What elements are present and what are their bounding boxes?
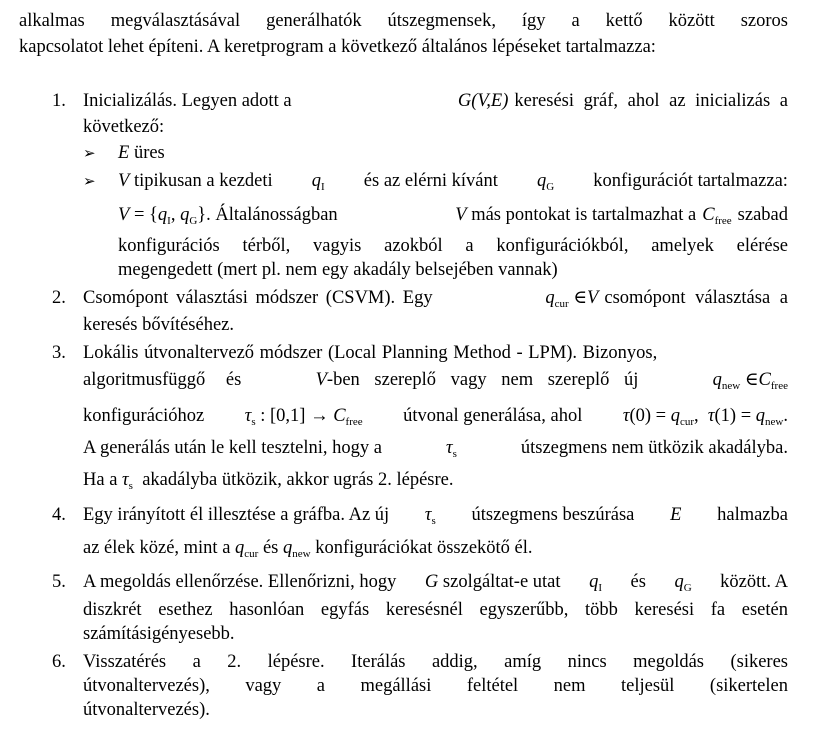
text-span: más pontokat is tartalmazhat a <box>471 205 697 225</box>
text-span: és <box>262 538 279 558</box>
text-span: τ <box>707 406 715 426</box>
intro-line-1: alkalmas megválasztásával generálhatók útszegmensek, így a kettő között szoros <box>19 11 788 31</box>
math-symbol: G <box>424 572 439 592</box>
math-symbol: E <box>670 505 682 525</box>
math-symbol: ∈ <box>573 288 588 308</box>
math-symbol: q <box>712 370 722 390</box>
text-span <box>425 503 436 527</box>
math-symbol: ∈ <box>744 370 759 390</box>
step-5-line-1 <box>83 570 788 594</box>
step-2-line-2: keresés bővítéséhez. <box>83 315 235 335</box>
math-symbol: V <box>118 171 130 191</box>
math-symbol: q <box>235 538 245 558</box>
step-3-line-4 <box>83 436 788 460</box>
math-symbol: q <box>157 205 168 225</box>
math-subscript: cur <box>554 298 569 310</box>
math-subscript: cur <box>244 548 259 560</box>
text-span <box>702 203 731 227</box>
math-subscript: G <box>683 582 692 594</box>
text-span: üres <box>133 143 165 163</box>
math-symbol: q <box>545 288 555 308</box>
math-subscript: s <box>452 448 457 460</box>
text-span <box>446 436 457 460</box>
step-number: 1. <box>52 91 66 111</box>
bullet-2-line-3: konfigurációs térből, vagyis azokból a konfigurációkból, amelyek elérése <box>118 236 788 256</box>
text-span <box>537 169 554 193</box>
text-span: $\tau(0) = q_{cur}$, $\tau(1) = q_{new}$. <box>622 406 788 428</box>
text-span <box>455 203 696 227</box>
text-span: konfigurációt tartalmazza: <box>593 171 788 191</box>
text-span: útszegmens nem ütközik akadályba. <box>520 438 788 458</box>
text-span: . Általánosságban <box>206 205 338 225</box>
text-span: -ben szereplő vagy nem szereplő új <box>326 370 639 390</box>
text-span: útvonal generálása, ahol <box>403 406 583 426</box>
text-span: és az elérni kívánt <box>363 171 498 191</box>
text-span: akadályba ütközik, akkor ugrás 2. lépésre. <box>142 470 454 490</box>
text-span: között. A <box>720 572 788 592</box>
text-span: szolgáltat-e utat <box>442 572 561 592</box>
text-span <box>316 368 639 392</box>
text-span: halmazba <box>717 505 788 525</box>
text-span: konfigurációkat összekötő él. <box>315 538 533 558</box>
text-span <box>312 169 325 193</box>
math-symbol: V <box>455 205 467 225</box>
math-subscript: I <box>598 582 602 594</box>
text-span <box>425 570 561 594</box>
math-symbol: C <box>702 205 715 225</box>
math-symbol: C <box>333 406 346 426</box>
step-5-line-3: számításigényesebb. <box>83 624 235 644</box>
step-3-line-3 <box>83 404 788 428</box>
text-span: Egy irányított él illesztése a gráfba. Az új <box>83 505 390 525</box>
math-subscript: I <box>321 181 325 193</box>
bullet-1 <box>118 141 165 165</box>
text-span: A generálás után le kell tesztelni, hogy a <box>83 438 382 458</box>
step-6-line-3: útvonaltervezés). <box>83 700 210 720</box>
math-symbol: q <box>536 171 547 191</box>
text-span: q <box>755 406 766 426</box>
math-subscript: s <box>431 515 436 527</box>
text-span: V <box>118 205 130 225</box>
math-subscript: G <box>189 215 198 227</box>
text-span: keresési gráf, ahol az inicializás a <box>514 91 788 111</box>
step-number: 2. <box>52 288 66 308</box>
math-subscript: new <box>765 416 784 428</box>
intro-line-2: kapcsolatot lehet építeni. A keretprogram a következő általános lépéseket tartalmazza: <box>19 37 656 57</box>
step-5-line-2: diszkrét esethez hasonlóan egyfás keresésnél egyszerűbb, több keresési fa esetén <box>83 600 788 620</box>
text-span: konfigurációhoz <box>83 406 205 426</box>
math-subscript: I <box>167 215 171 227</box>
text-span <box>292 89 446 113</box>
text-span <box>545 286 598 310</box>
math-symbol: τ <box>424 505 432 525</box>
math-subscript: free <box>345 416 363 428</box>
text-span: $\tau_s$ : $[0,1] \to C_{free}$ <box>244 406 363 428</box>
step-2-line-1 <box>83 286 788 310</box>
text-span: tipikusan a kezdeti <box>133 171 273 191</box>
math-symbol: q <box>311 171 322 191</box>
step-number: 4. <box>52 505 66 525</box>
text-span: szabad <box>737 205 788 225</box>
math-subscript: free <box>714 215 732 227</box>
math-symbol: τ <box>445 438 453 458</box>
math-symbol: q <box>180 205 190 225</box>
step-number: 3. <box>52 343 66 363</box>
math-subscript: cur <box>679 416 695 428</box>
text-span: útszegmens beszúrása <box>471 505 635 525</box>
arrow-bullet-icon: ➢ <box>83 172 96 190</box>
math-symbol: q <box>674 572 684 592</box>
step-6-line-2: útvonaltervezés), vagy a megállási feltétel nem teljesül (sikertelen <box>83 676 788 696</box>
math-symbol: → <box>310 406 329 426</box>
math-symbol: C <box>758 370 771 390</box>
step-1-line-2: következő: <box>83 117 165 137</box>
text-span <box>713 368 788 392</box>
step-3-line-1: Lokális útvonaltervező módszer (Local Planning Method - LPM). Bizonyos, <box>83 343 658 363</box>
math-subscript: G <box>546 181 555 193</box>
step-4-line-2 <box>83 536 533 560</box>
text-span: Inicializálás. Legyen adott a <box>83 91 292 111</box>
math-subscript: new <box>721 380 741 392</box>
step-1-line-1 <box>83 89 788 113</box>
text-span: A megoldás ellenőrzése. Ellenőrizni, hogy <box>83 572 397 592</box>
text-span: $V = \{q_I$, $q_G$}. Általánosságban <box>118 205 338 227</box>
math-subscript: s <box>251 416 256 428</box>
text-span: Csomópont választási módszer (CSVM). Egy <box>83 288 433 308</box>
step-3-line-5 <box>83 468 454 492</box>
math-subscript: new <box>292 548 311 560</box>
text-span <box>118 169 273 193</box>
step-3-line-2 <box>83 368 788 392</box>
math-subscript: free <box>770 380 788 392</box>
math-symbol: V <box>587 288 599 308</box>
text-span: Ha a <box>83 470 118 490</box>
text-span: τ <box>622 406 630 426</box>
math-symbol: E <box>118 143 130 163</box>
text-span <box>338 203 450 227</box>
math-symbol: [0,1] <box>270 406 306 426</box>
text-span <box>589 570 602 594</box>
text-span: algoritmusfüggő és <box>83 370 242 390</box>
step-4-line-1 <box>83 503 788 527</box>
bullet-2-line-1 <box>118 169 788 193</box>
text-span: csomópont választása a <box>604 288 788 308</box>
bullet-2-line-2 <box>118 203 788 227</box>
math-subscript: s <box>128 480 133 492</box>
step-6-line-1: Visszatérés a 2. lépésre. Iterálás addig, amíg nincs megoldás (sikeres <box>83 652 788 672</box>
graph-symbol: G(V,E) <box>457 91 509 111</box>
math-symbol: τ <box>122 470 129 490</box>
text-span <box>433 286 538 310</box>
math-symbol: τ <box>244 406 252 426</box>
math-symbol: q <box>283 538 293 558</box>
arrow-bullet-icon: ➢ <box>83 144 96 162</box>
bullet-2-line-4: megengedett (mert pl. nem egy akadály belsejében vannak) <box>118 260 558 280</box>
text-span: q <box>670 406 680 426</box>
step-number: 5. <box>52 572 66 592</box>
text-span: és <box>630 572 646 592</box>
text-span: az élek közé, mint a <box>83 538 231 558</box>
step-number: 6. <box>52 652 66 672</box>
math-symbol: V <box>315 370 327 390</box>
math-symbol: q <box>589 572 599 592</box>
text-span <box>674 570 691 594</box>
